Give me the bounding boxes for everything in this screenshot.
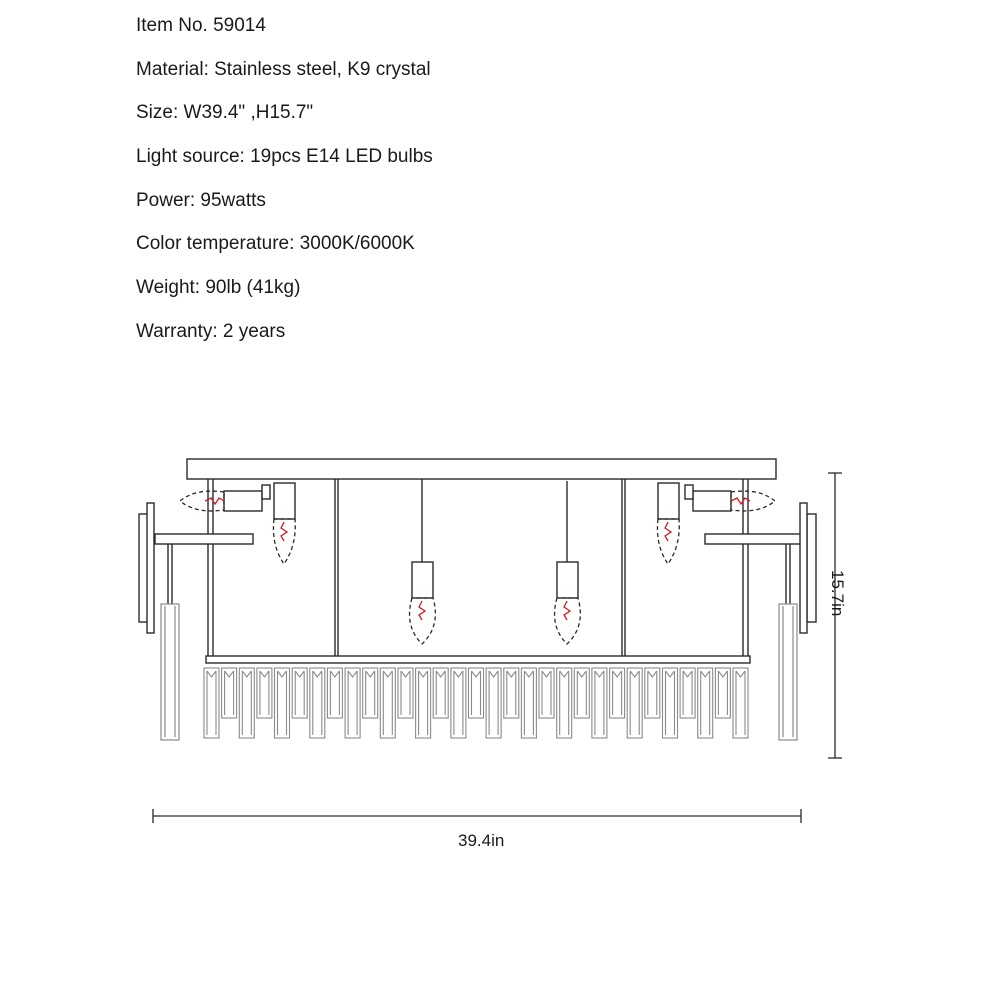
crystal [557, 668, 572, 738]
socket [274, 483, 295, 519]
crystal [398, 668, 413, 718]
crystal [380, 668, 395, 738]
crystal [574, 668, 589, 718]
crystal [779, 604, 797, 740]
socket [412, 562, 433, 598]
crystal [663, 668, 678, 738]
spec-size: Size: W39.4" ,H15.7" [136, 102, 314, 124]
crystal [698, 668, 713, 738]
crystal [416, 668, 431, 738]
bulb-icon [657, 519, 679, 564]
crystal [645, 668, 660, 718]
height-label: 15.7in [828, 570, 847, 617]
spec-weight: Weight: 90lb (41kg) [136, 277, 301, 299]
crystal [627, 668, 642, 738]
crystal [161, 604, 179, 740]
crystal [257, 668, 272, 718]
crystal [292, 668, 307, 718]
canopy-plate [187, 459, 776, 479]
spec-light-source: Light source: 19pcs E14 LED bulbs [136, 146, 433, 168]
crystal [222, 668, 237, 718]
crystal [469, 668, 484, 718]
crystal [451, 668, 466, 738]
crystal [310, 668, 325, 738]
bulb-icon [410, 598, 436, 644]
crystal [204, 668, 219, 738]
bulb-icon [731, 491, 775, 511]
crystal [610, 668, 625, 718]
bulb-icon [273, 519, 295, 564]
crystal-fringe [204, 668, 748, 738]
crystal [239, 668, 254, 738]
bulb-icon [555, 598, 581, 644]
crystal [363, 668, 378, 718]
crystal [715, 668, 730, 718]
socket [658, 483, 679, 519]
crystal [433, 668, 448, 718]
crystal [345, 668, 360, 738]
crystal [733, 668, 748, 738]
socket [557, 562, 578, 598]
crystal [275, 668, 290, 738]
lower-frame [206, 656, 750, 663]
spec-color-temperature: Color temperature: 3000K/6000K [136, 233, 415, 255]
crystal [680, 668, 695, 718]
width-label: 39.4in [458, 831, 505, 850]
spec-material: Material: Stainless steel, K9 crystal [136, 58, 431, 80]
crystal [539, 668, 554, 718]
crystal [486, 668, 501, 738]
spec-power: Power: 95watts [136, 189, 266, 211]
crystal [521, 668, 536, 738]
spec-item-number: Item No. 59014 [136, 15, 266, 36]
spec-warranty: Warranty: 2 years [136, 320, 286, 342]
crystal [504, 668, 519, 718]
crystal [592, 668, 607, 738]
crystal [327, 668, 342, 718]
